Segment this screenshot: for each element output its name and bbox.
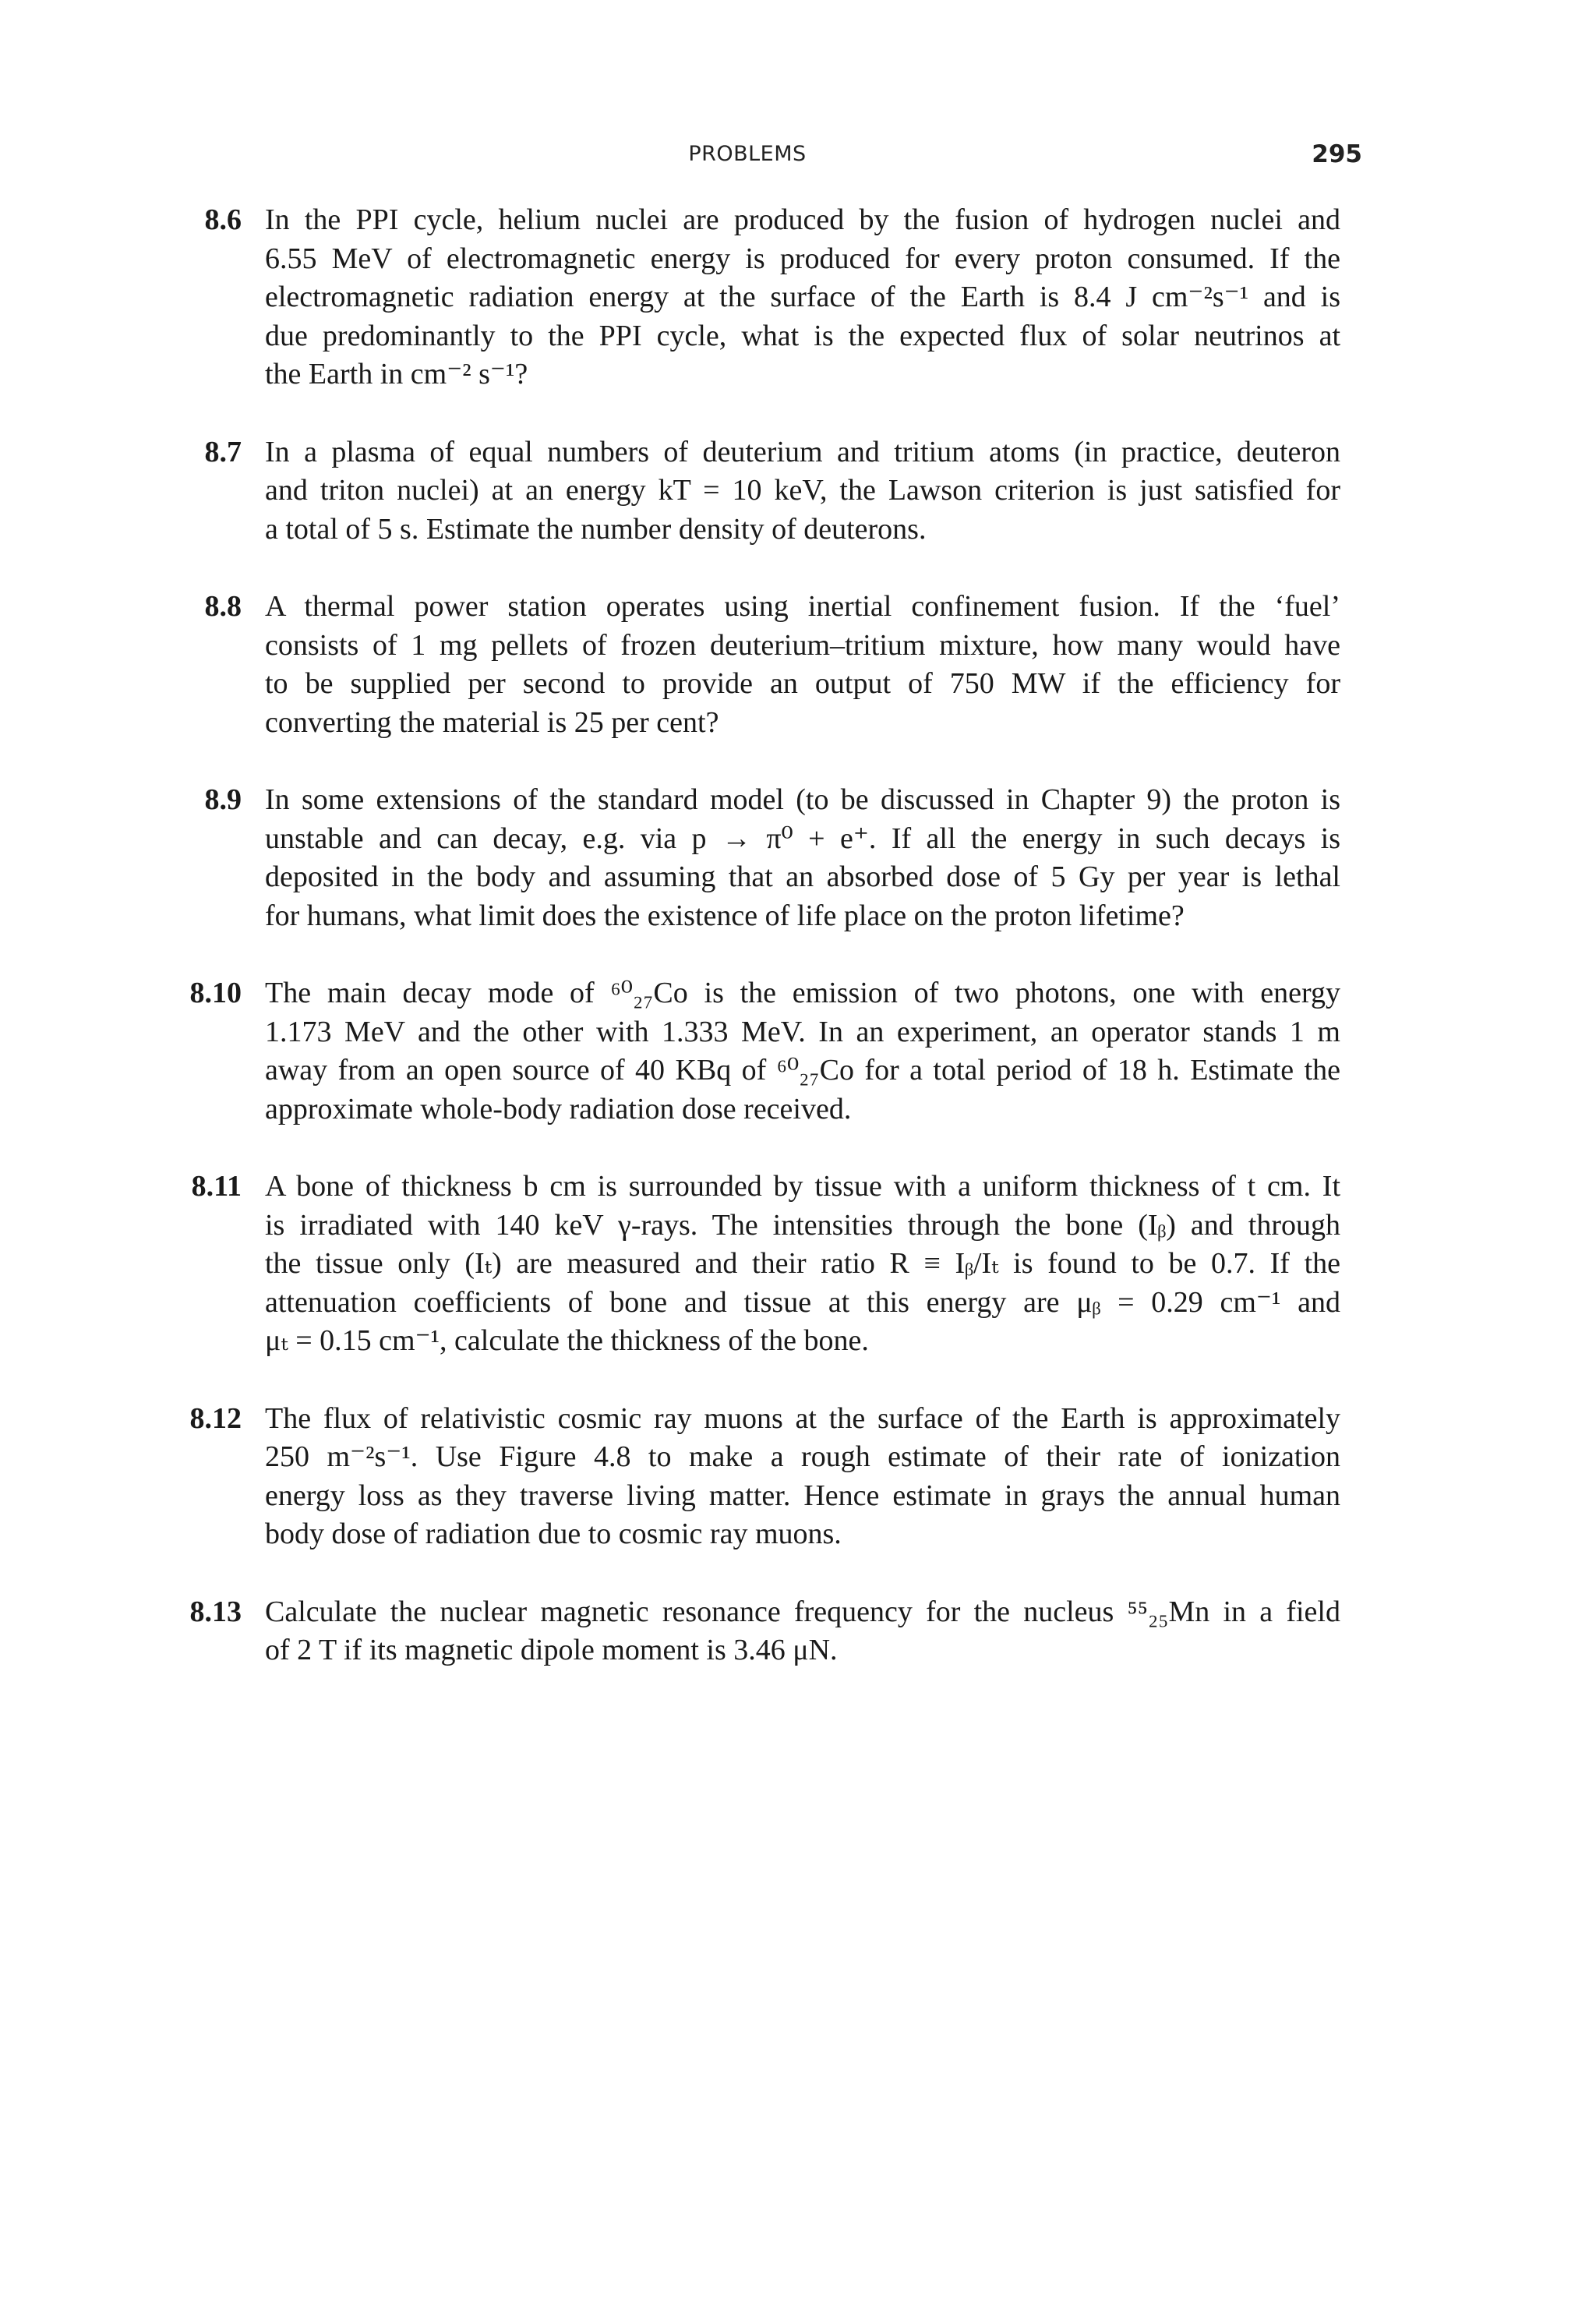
problem-number: 8.8 bbox=[204, 590, 242, 623]
problem-text-line: the Earth in cm⁻² s⁻¹? bbox=[265, 358, 528, 390]
problem-text-line: a total of 5 s. Estimate the number density of deuterons. bbox=[265, 512, 927, 546]
problem-item bbox=[193, 1168, 1362, 1361]
problem-item bbox=[193, 201, 1362, 394]
running-head bbox=[0, 137, 1596, 171]
problem-text-line: In a plasma of equal numbers of deuterium and tritium atoms (in practice, deuteron bbox=[265, 435, 1340, 468]
problem-number: 8.10 bbox=[189, 977, 242, 1009]
problem-text-line: μₜ = 0.15 cm⁻¹, calculate the thickness of the bone. bbox=[265, 1324, 869, 1357]
problem-text-line: away from an open source of 40 KBq of ⁶⁰₂₇Co for a total period of 18 h. Estimate the bbox=[265, 1054, 1340, 1087]
problem-text-line: In some extensions of the standard model (to be discussed in Chapter 9) the proton is bbox=[265, 783, 1340, 816]
problem-number: 8.6 bbox=[204, 203, 242, 236]
problem-text-line: The main decay mode of ⁶⁰₂₇Co is the emission of two photons, one with energy bbox=[265, 977, 1340, 1009]
problem-text-line: and triton nuclei) at an energy kT = 10 keV, the Lawson criterion is just satisfied for bbox=[265, 474, 1340, 507]
problem-text-line: Calculate the nuclear magnetic resonance frequency for the nucleus ⁵⁵₂₅Mn in a field bbox=[265, 1595, 1340, 1628]
problem-text-line: A thermal power station operates using inertial confinement fusion. If the ‘fuel’ bbox=[265, 590, 1340, 623]
problem-text-line: converting the material is 25 per cent? bbox=[265, 705, 719, 739]
problem-number: 8.13 bbox=[189, 1595, 242, 1628]
problem-text bbox=[265, 201, 1340, 394]
problem-number: 8.9 bbox=[204, 783, 242, 816]
problem-text-line: unstable and can decay, e.g. via p → π⁰ + e⁺. If all the energy in such decays is bbox=[265, 822, 1340, 855]
problem-item bbox=[193, 433, 1362, 549]
problem-text-line: the tissue only (Iₜ) are measured and their ratio R ≡ Iᵦ/Iₜ is found to be 0.7. If the bbox=[265, 1247, 1340, 1280]
problem-text-line: A bone of thickness b cm is surrounded by tissue with a uniform thickness of t cm. It bbox=[265, 1170, 1340, 1203]
problem-number: 8.7 bbox=[204, 435, 242, 468]
problem-text-line: for humans, what limit does the existence of life place on the proton lifetime? bbox=[265, 899, 1185, 932]
running-head-title: PROBLEMS bbox=[688, 142, 807, 166]
problem-text-line: energy loss as they traverse living matter. Hence estimate in grays the annual human bbox=[265, 1479, 1340, 1512]
problem-text-line: to be supplied per second to provide an output of 750 MW if the efficiency for bbox=[265, 667, 1340, 700]
problem-text bbox=[265, 433, 1340, 549]
problem-text-line: of 2 T if its magnetic dipole moment is 3.46 μN. bbox=[265, 1634, 838, 1666]
problem-text-line: attenuation coefficients of bone and tissue at this energy are μᵦ = 0.29 cm⁻¹ and bbox=[265, 1285, 1340, 1319]
problem-text-line: 6.55 MeV of electromagnetic energy is produced for every proton consumed. If the bbox=[265, 242, 1340, 275]
problem-list bbox=[189, 201, 1362, 1709]
problem-text bbox=[265, 781, 1340, 935]
problem-number: 8.11 bbox=[191, 1170, 242, 1203]
problem-text bbox=[265, 974, 1340, 1129]
problem-text-line: 1.173 MeV and the other with 1.333 MeV. In an experiment, an operator stands 1 m bbox=[265, 1015, 1340, 1048]
problem-text-line: body dose of radiation due to cosmic ray muons. bbox=[265, 1518, 842, 1550]
problem-text-line: deposited in the body and assuming that an absorbed dose of 5 Gy per year is lethal bbox=[265, 860, 1340, 893]
page-number: 295 bbox=[1312, 140, 1362, 168]
problem-text bbox=[265, 1593, 1340, 1670]
problem-text-line: In the PPI cycle, helium nuclei are produced by the fusion of hydrogen nuclei and bbox=[265, 203, 1340, 236]
problem-text-line: is irradiated with 140 keV γ-rays. The intensities through the bone (Iᵦ) and through bbox=[265, 1208, 1340, 1242]
problem-item bbox=[189, 1400, 1362, 1554]
problem-text-line: electromagnetic radiation energy at the surface of the Earth is 8.4 J cm⁻²s⁻¹ and is bbox=[265, 281, 1340, 313]
problem-item bbox=[189, 974, 1362, 1129]
problem-text bbox=[265, 1168, 1340, 1361]
problem-item bbox=[193, 588, 1362, 742]
problem-text-line: approximate whole-body radiation dose received. bbox=[265, 1092, 852, 1125]
problem-text-line: due predominantly to the PPI cycle, what is the expected flux of solar neutrinos at bbox=[265, 319, 1340, 352]
problem-text bbox=[265, 1400, 1340, 1554]
problem-text-line: The flux of relativistic cosmic ray muons at the surface of the Earth is approximately bbox=[265, 1401, 1340, 1435]
problem-number: 8.12 bbox=[189, 1401, 242, 1435]
problem-item bbox=[193, 781, 1362, 935]
problem-item bbox=[189, 1593, 1362, 1670]
problem-text-line: consists of 1 mg pellets of frozen deuterium–tritium mixture, how many would have bbox=[265, 628, 1340, 662]
problem-text bbox=[265, 588, 1340, 742]
problem-text-line: 250 m⁻²s⁻¹. Use Figure 4.8 to make a rough estimate of their rate of ionization bbox=[265, 1440, 1340, 1473]
